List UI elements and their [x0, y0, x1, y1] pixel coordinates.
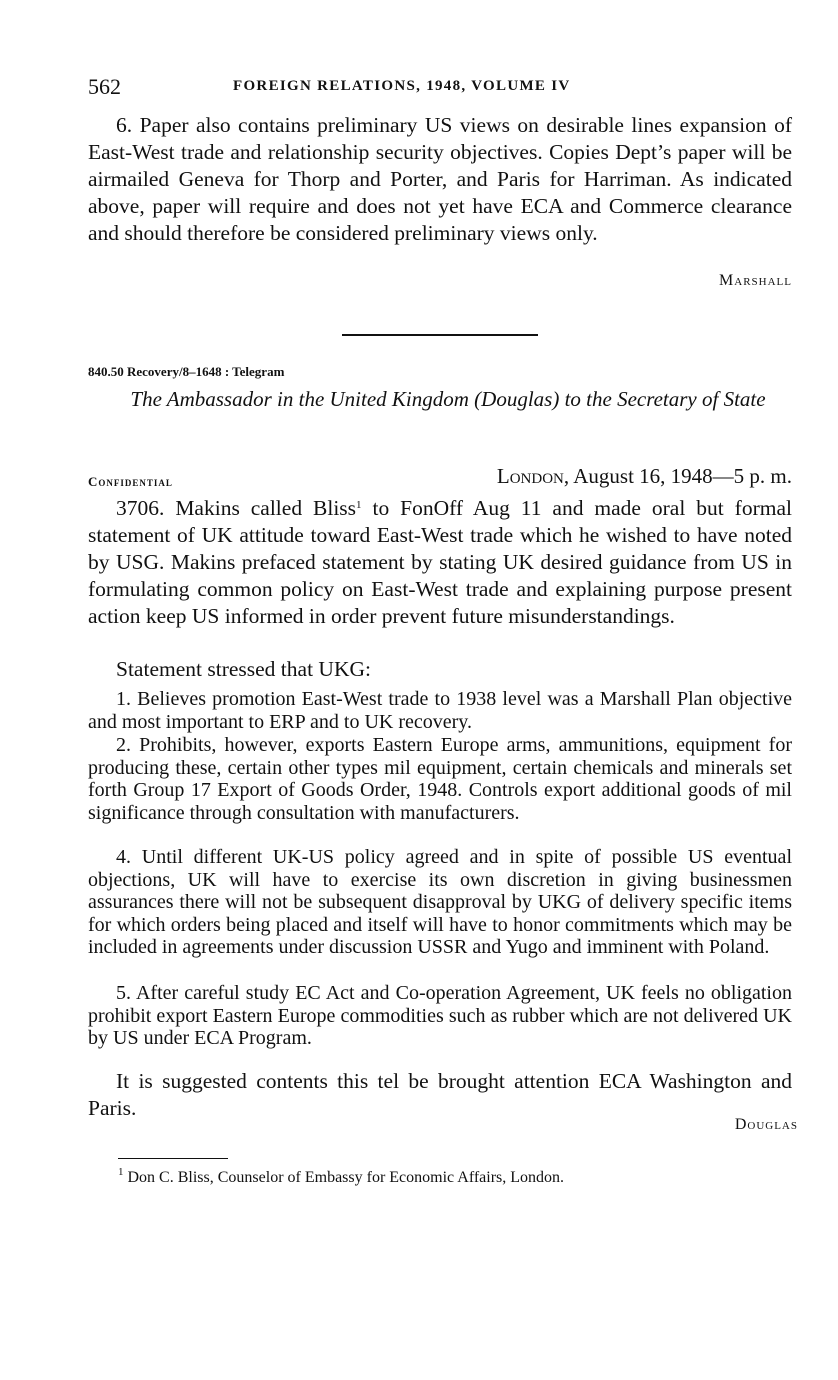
paragraph-6: 6. Paper also contains preliminary US views on desirable lines expansion of East-West trade and relationship security objectives. Copies Dept’s paper will be airmailed Geneva for Thorp and Porter, and Paris for Harriman. As indicated above, paper will require and does not yet have ECA and Commerce clearance and should therefore be considered preliminary views only.	[88, 113, 792, 245]
footnote-text: Don C. Bliss, Counselor of Embassy for Economic Affairs, London.	[123, 1169, 565, 1186]
file-reference: 840.50 Recovery/8–1648 : Telegram	[88, 364, 285, 379]
dateline-date: , August 16, 1948—5 p. m.	[563, 464, 792, 488]
page-number: 562	[88, 74, 121, 99]
body-intro	[88, 492, 792, 630]
list-item-5: 5. After careful study EC Act and Co-operation Agreement, UK feels no obligation prohibit export Eastern Europe commodities such as rubber which are not delivered UK by US under ECA Program.	[88, 982, 792, 1049]
footnote-rule	[118, 1158, 228, 1159]
dateline	[497, 464, 792, 489]
footnote	[118, 1166, 564, 1187]
classification: Confidential	[88, 474, 173, 489]
footnote-reference: 1	[356, 499, 362, 511]
intro-rest: to FonOff Aug 11 and made oral but formal statement of UK attitude toward East-West trade which he wished to have noted by USG. Makins prefaced statement by stating UK desired guidance from US in formulating common policy on East-West trade and explaining purpose present action keep US informed in order prevent future misunderstandings.	[88, 496, 792, 628]
document-title: The Ambassador in the United Kingdom (Douglas) to the Secretary of State	[130, 387, 766, 411]
statement-lead: Statement stressed that UKG:	[116, 657, 371, 681]
intro-text: 3706. Makins called Bliss	[116, 496, 357, 520]
list-item-4: 4. Until different UK-US policy agreed and in spite of possible US eventual objections, UK will have to exercise its own discretion in giving businessmen assurances there will not be subsequent disapproval by UKG of delivery specific items for which orders being placed and itself will have to honor commitments which may be included in agreements under discussion USSR and Yugo and imminent with Poland.	[88, 846, 792, 958]
signature-douglas: Douglas	[734, 1116, 798, 1133]
dateline-place: London	[496, 464, 564, 488]
page-header	[88, 74, 788, 104]
running-head: FOREIGN RELATIONS, 1948, VOLUME IV	[233, 78, 571, 94]
list-item-1: 1. Believes promotion East-West trade to 1938 level was a Marshall Plan objective and most important to ERP and to UK recovery.	[88, 688, 792, 733]
footnote-mark: 1	[118, 1166, 124, 1178]
list-item-2: 2. Prohibits, however, exports Eastern Europe arms, ammunitions, equipment for producing these, certain other types mil equipment, certain chemicals and minerals set forth Group 17 Export of Goods Order, 1948. Controls export additional goods of mil significance through consultation with manufacturers.	[88, 734, 792, 824]
signature-marshall: Marshall	[719, 272, 792, 289]
closing-paragraph: It is suggested contents this tel be brought attention ECA Washington and Paris.	[88, 1069, 792, 1120]
section-divider	[342, 334, 538, 336]
